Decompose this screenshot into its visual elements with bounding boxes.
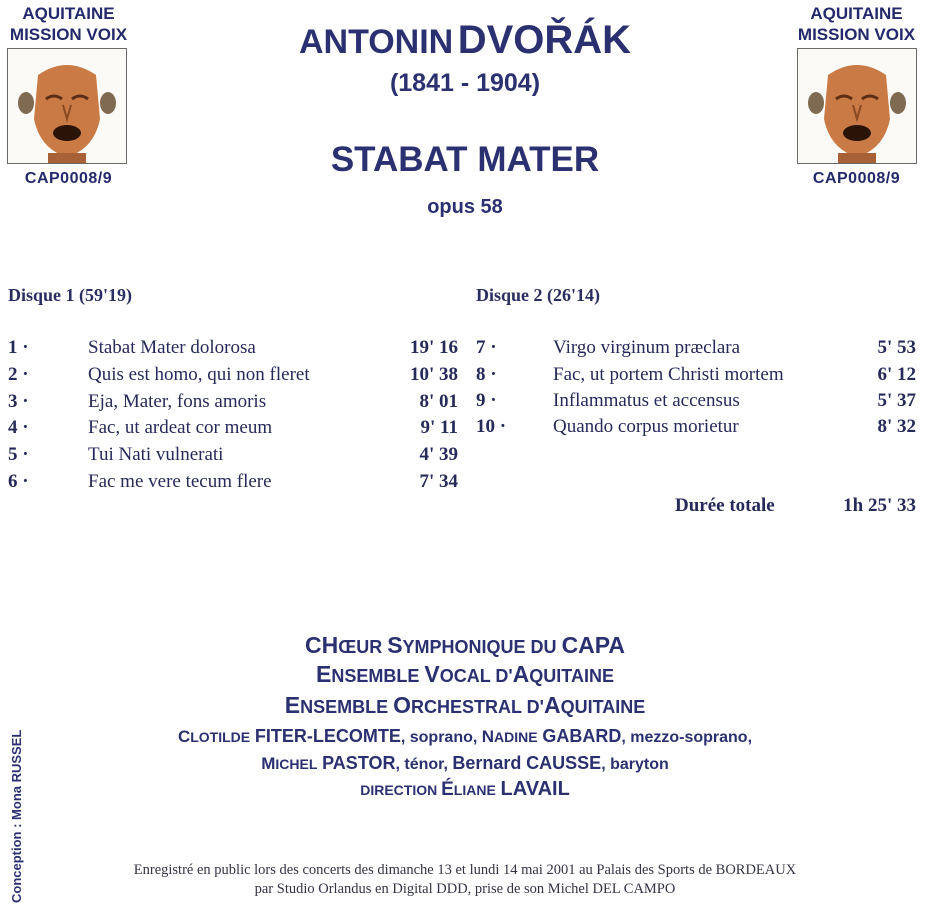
work-title-1: STABAT — [330, 140, 468, 179]
track-number: 4 · — [8, 417, 29, 438]
smallcap-initial: E — [316, 661, 332, 687]
track-row — [8, 414, 458, 441]
track-number: 1 · — [8, 337, 29, 358]
track-number: 8 · — [476, 364, 497, 385]
smallcap-initial: C — [177, 727, 191, 746]
smallcap-text: ICHEL — [275, 756, 318, 772]
smallcap-initial: O — [393, 692, 411, 718]
work-title — [280, 140, 650, 180]
track-number: 10 · — [476, 416, 507, 437]
soloist-1-role: , soprano, — [400, 729, 482, 746]
track-title: Eja, Mater, fons amoris — [88, 391, 267, 412]
track-row — [8, 361, 458, 388]
logo-line1: AQUITAINE — [22, 4, 115, 23]
track-row — [8, 334, 458, 361]
track-duration: 8' 01 — [419, 391, 458, 412]
track-row — [8, 441, 458, 468]
track-title: Virgo virginum præclara — [553, 337, 741, 358]
track-duration: 9' 11 — [420, 417, 458, 438]
smallcap-text: QUITAINE — [529, 666, 614, 686]
soloist-3-role: , ténor, — [395, 756, 453, 773]
track-duration: 7' 34 — [419, 471, 458, 492]
track-duration: 19' 16 — [409, 337, 458, 358]
design-credit: Conception : Mona RUSSEL — [9, 729, 24, 903]
smallcap-text: ADINE — [494, 729, 538, 745]
smallcap-initial: V — [424, 661, 440, 687]
soloist-2-role: , mezzo-soprano, — [621, 729, 753, 746]
soloist-4-role: , baryton — [601, 756, 669, 773]
smallcap-initial: N — [481, 727, 495, 746]
smallcap-initial: CAPA — [561, 632, 626, 658]
logo-line1: AQUITAINE — [810, 4, 903, 23]
track-row — [8, 468, 458, 495]
smallcap-initial: A — [543, 692, 561, 718]
ensemble-1 — [200, 632, 730, 659]
logo-line2: MISSION VOIX — [797, 25, 916, 44]
track-row — [476, 334, 916, 361]
smallcap-initial: M — [261, 754, 276, 773]
conductor-last: LAVAIL — [500, 778, 570, 800]
track-number: 9 · — [476, 390, 497, 411]
smallcap-text: YMPHONIQUE DU — [402, 637, 562, 657]
opus: opus 58 — [427, 196, 503, 218]
composer-last: DVOŘÁK — [457, 18, 632, 62]
smallcap-initial: A — [512, 661, 530, 687]
track-duration: 6' 12 — [877, 364, 916, 385]
track-title: Fac, ut portem Christi mortem — [553, 364, 784, 385]
smallcap-text: ŒUR — [338, 637, 388, 657]
composer-dates: (1841 - 1904) — [389, 69, 541, 97]
smallcap-text: NSEMBLE — [331, 666, 425, 686]
track-title: Tui Nati vulnerati — [88, 444, 224, 465]
soloist-4-last: CAUSSE — [526, 753, 602, 773]
track-duration: 8' 32 — [877, 416, 916, 437]
track-duration: 10' 38 — [409, 364, 458, 385]
smallcap-initial: E — [284, 692, 301, 718]
mask-icon — [8, 49, 126, 163]
total-label: Durée totale — [675, 495, 775, 516]
direction-line — [200, 778, 730, 801]
track-duration: 4' 39 — [419, 444, 458, 465]
catalog-number: CAP0008/9 — [812, 170, 901, 187]
disc-1-heading: Disque 1 (59'19) — [8, 285, 133, 305]
logo-line2: MISSION VOIX — [9, 25, 128, 44]
smallcap-text: RCHESTRAL D' — [411, 697, 544, 717]
soloists-line-1 — [100, 726, 830, 747]
smallcap-text: LIANE — [453, 782, 496, 798]
soloist-4-first: Bernard — [452, 753, 522, 773]
mask-image — [797, 48, 917, 164]
track-title: Quis est homo, qui non fleret — [88, 364, 310, 385]
ensemble-2 — [200, 661, 730, 688]
track-row — [476, 413, 916, 440]
footer-line-2: par Studio Orlandus en Digital DDD, prise de son Michel DEL CAMPO — [254, 881, 676, 897]
composer-first: ANTONIN — [298, 23, 454, 61]
track-number: 5 · — [8, 444, 29, 465]
total-duration — [600, 492, 916, 519]
track-row — [476, 387, 916, 414]
ensemble-3 — [200, 692, 730, 719]
smallcap-initial: S — [387, 632, 403, 658]
track-number: 7 · — [476, 337, 497, 358]
smallcap-text: NSEMBLE — [300, 697, 394, 717]
disc-2-heading: Disque 2 (26'14) — [476, 285, 601, 305]
smallcap-text: OCAL D' — [439, 666, 513, 686]
recording-notes — [40, 861, 890, 899]
track-title: Inflammatus et accensus — [553, 390, 740, 411]
track-row — [8, 388, 458, 415]
smallcap-initial: CH — [304, 632, 339, 658]
mask-image — [7, 48, 127, 164]
composer-name — [230, 18, 700, 63]
smallcap-text: LOTILDE — [190, 729, 251, 745]
track-duration: 5' 53 — [877, 337, 916, 358]
track-title: Fac me vere tecum flere — [88, 471, 272, 492]
footer-line-1: Enregistré en public lors des concerts des dimanche 13 et lundi 14 mai 2001 au Palais des Sports de BORDEAUX — [133, 862, 797, 878]
smallcap-text: QUITAINE — [560, 697, 646, 717]
track-title: Fac, ut ardeat cor meum — [88, 417, 273, 438]
track-row — [476, 361, 916, 388]
soloist-2-last: GABARD — [542, 726, 622, 746]
work-title-2: MATER — [477, 140, 600, 179]
track-number: 6 · — [8, 471, 29, 492]
track-duration: 5' 37 — [877, 390, 916, 411]
soloist-3-last: PASTOR — [322, 753, 396, 773]
direction-label: DIRECTION — [360, 782, 442, 798]
logo-left — [5, 3, 132, 188]
soloists-line-2 — [100, 753, 830, 774]
catalog-number: CAP0008/9 — [24, 170, 113, 187]
track-title: Quando corpus morietur — [553, 416, 739, 437]
track-title: Stabat Mater dolorosa — [88, 337, 256, 358]
logo-right — [793, 3, 920, 188]
smallcap-initial: É — [441, 779, 454, 800]
mask-icon — [798, 49, 916, 163]
total-value: 1h 25' 33 — [843, 495, 916, 516]
track-number: 2 · — [8, 364, 29, 385]
track-number: 3 · — [8, 391, 29, 412]
soloist-1-last: FITER-LECOMTE — [254, 726, 401, 746]
